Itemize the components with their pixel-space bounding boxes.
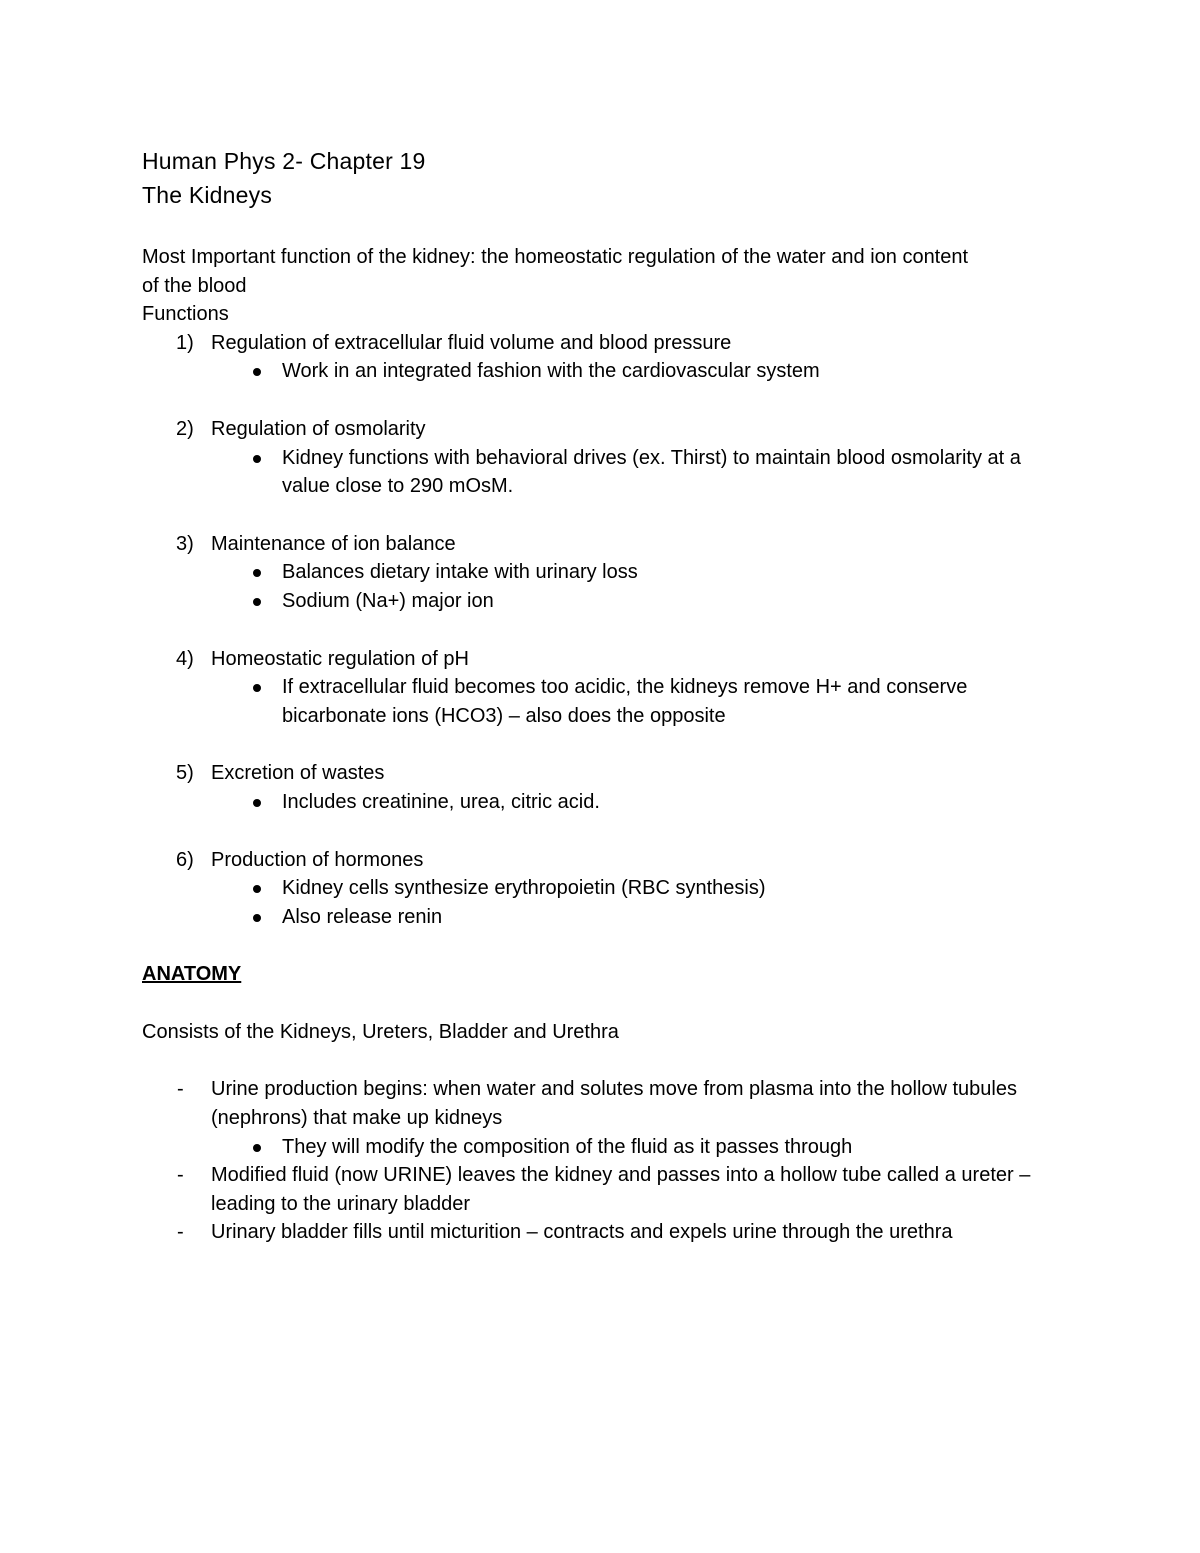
dash-marker: - [177, 1221, 184, 1244]
document-title: Human Phys 2- Chapter 19 [142, 148, 426, 174]
function-bullet [142, 673, 1042, 730]
bullet-icon [253, 914, 261, 922]
function-number: 2) [176, 417, 194, 440]
function-number: 3) [176, 532, 194, 555]
bullet-text: Kidney functions with behavioral drives (ex. Thirst) to maintain blood osmolarity at a value close to 290 mOsM. [282, 446, 1021, 498]
bullet-text: Includes creatinine, urea, citric acid. [282, 790, 600, 813]
bullet-icon [253, 598, 261, 606]
function-item [142, 415, 1082, 444]
functions-label: Functions [142, 303, 229, 326]
function-title: Regulation of extracellular fluid volume and blood pressure [211, 331, 732, 354]
bullet-text: Balances dietary intake with urinary loss [282, 561, 638, 584]
function-bullet [142, 357, 1082, 386]
bullet-text: Work in an integrated fashion with the cardiovascular system [282, 360, 820, 383]
bullet-icon [253, 799, 261, 807]
bullet-icon [253, 684, 261, 692]
bullet-text: Sodium (Na+) major ion [282, 589, 494, 612]
intro-line-2: of the blood [142, 274, 247, 297]
document-subtitle: The Kidneys [142, 182, 273, 208]
anatomy-item-text: Modified fluid (now URINE) leaves the kidney and passes into a hollow tube called a ureter – leading to the urinary bladder [211, 1164, 1031, 1215]
document-header [142, 144, 426, 212]
anatomy-item-text: Urinary bladder fills until micturition – contracts and expels urine through the urethra [211, 1221, 953, 1244]
bullet-icon [253, 569, 261, 577]
function-title: Homeostatic regulation of pH [211, 647, 469, 670]
anatomy-heading: ANATOMY [142, 963, 242, 986]
anatomy-item [142, 1075, 1031, 1132]
bullet-text: They will modify the composition of the fluid as it passes through [282, 1135, 853, 1158]
function-number: 6) [176, 848, 194, 871]
function-title: Regulation of osmolarity [211, 417, 426, 440]
function-title: Excretion of wastes [211, 762, 385, 785]
function-title: Production of hormones [211, 848, 424, 871]
function-item [142, 645, 1082, 674]
anatomy-item [142, 1218, 1082, 1247]
bullet-text: Also release renin [282, 905, 443, 928]
function-item [142, 329, 1082, 358]
document-body [142, 243, 1082, 1247]
function-item [142, 846, 1082, 875]
function-bullet [142, 903, 1082, 932]
bullet-icon [253, 885, 261, 893]
function-bullet [142, 558, 1082, 587]
anatomy-bullet [142, 1133, 1082, 1162]
function-bullet [142, 874, 1082, 903]
function-number: 1) [176, 331, 194, 354]
bullet-icon [253, 1144, 261, 1152]
function-number: 4) [176, 647, 194, 670]
function-number: 5) [176, 762, 194, 785]
function-item [142, 759, 1082, 788]
function-bullet [142, 444, 1062, 501]
bullet-text: Kidney cells synthesize erythropoietin (RBC synthesis) [282, 877, 766, 900]
function-item [142, 530, 1082, 559]
anatomy-intro: Consists of the Kidneys, Ureters, Bladder and Urethra [142, 1020, 619, 1043]
function-bullet [142, 587, 1082, 616]
dash-marker: - [177, 1078, 184, 1101]
anatomy-item [142, 1161, 1031, 1218]
bullet-icon [253, 455, 261, 463]
function-title: Maintenance of ion balance [211, 532, 456, 555]
bullet-icon [253, 368, 261, 376]
anatomy-item-text: Urine production begins: when water and solutes move from plasma into the hollow tubules (nephrons) that make up kidneys [211, 1078, 1017, 1130]
dash-marker: - [177, 1164, 184, 1187]
bullet-text: If extracellular fluid becomes too acidic, the kidneys remove H+ and conserve bicarbonate ions (HCO3) – also does the opposite [282, 676, 968, 727]
intro-line-1: Most Important function of the kidney: the homeostatic regulation of the water and ion content [142, 246, 969, 268]
function-bullet [142, 788, 1082, 817]
